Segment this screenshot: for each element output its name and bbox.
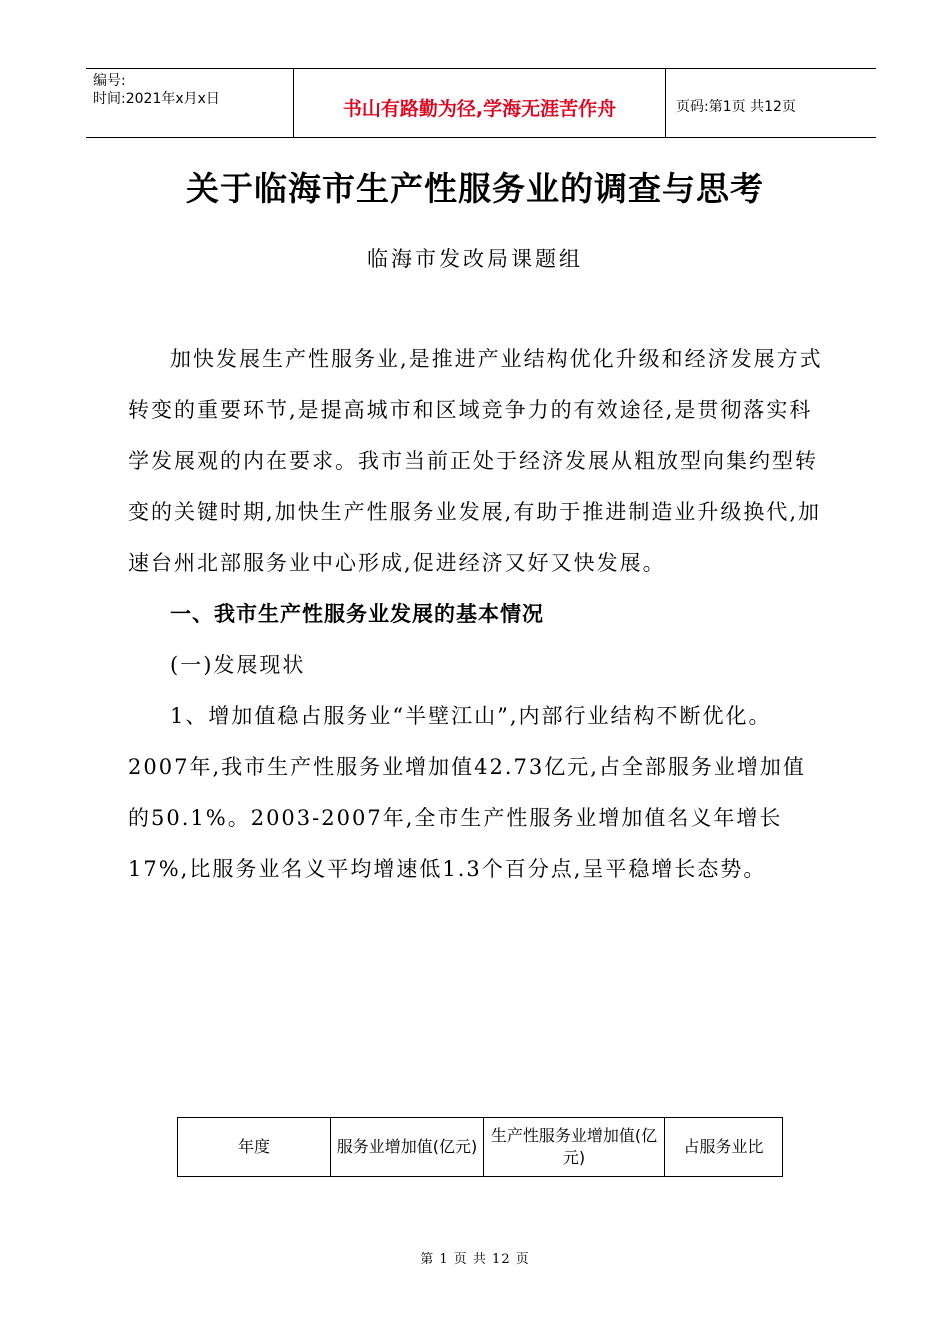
document-title: 关于临海市生产性服务业的调查与思考 — [186, 169, 764, 208]
intro-paragraph: 加快发展生产性服务业,是推进产业结构优化升级和经济发展方式转变的重要环节,是提高城市和区域竞争力的有效途径,是贯彻落实科学发展观的内在要求。我市当前正处于经济发展从粗放型向集约型转变的关键时期,加快生产性服务业发展,有助于推进制造业升级换代,加速台州北部服务业中心形成,促进经济又好又快发展。 — [128, 347, 823, 575]
stats-table — [177, 1117, 783, 1177]
section-heading: 一、我市生产性服务业发展的基本情况 — [170, 602, 544, 626]
table-header-row — [178, 1118, 783, 1177]
page-footer: 第 1 页 共 12 页 — [420, 1252, 530, 1267]
document-header — [86, 68, 876, 138]
col-header-share: 占服务业比 — [665, 1118, 783, 1177]
time-label: 时间:2021年x月x日 — [93, 91, 220, 107]
col-header-year: 年度 — [178, 1118, 331, 1177]
subsection-heading: (一)发展现状 — [170, 653, 306, 677]
number-label: 编号: — [93, 73, 126, 89]
body-paragraph: 1、增加值稳占服务业“半壁江山”,内部行业结构不断优化。2007年,我市生产性服务业增加值42.73亿元,占全部服务业增加值的50.1%。2003-2007年,全市生产性服务业增加值名义年增长17%,比服务业名义平均增速低1.3个百分点,呈平稳增长态势。 — [128, 704, 806, 881]
header-meta — [86, 69, 294, 137]
document-body — [128, 334, 828, 895]
col-header-producer-service-value: 生产性服务业增加值(亿元) — [484, 1118, 665, 1177]
col-header-service-value: 服务业增加值(亿元) — [331, 1118, 484, 1177]
header-motto: 书山有路勤为径,学海无涯苦作舟 — [294, 69, 666, 137]
header-page-info: 页码:第1页 共12页 — [676, 99, 796, 115]
document-author: 临海市发改局课题组 — [367, 247, 583, 271]
